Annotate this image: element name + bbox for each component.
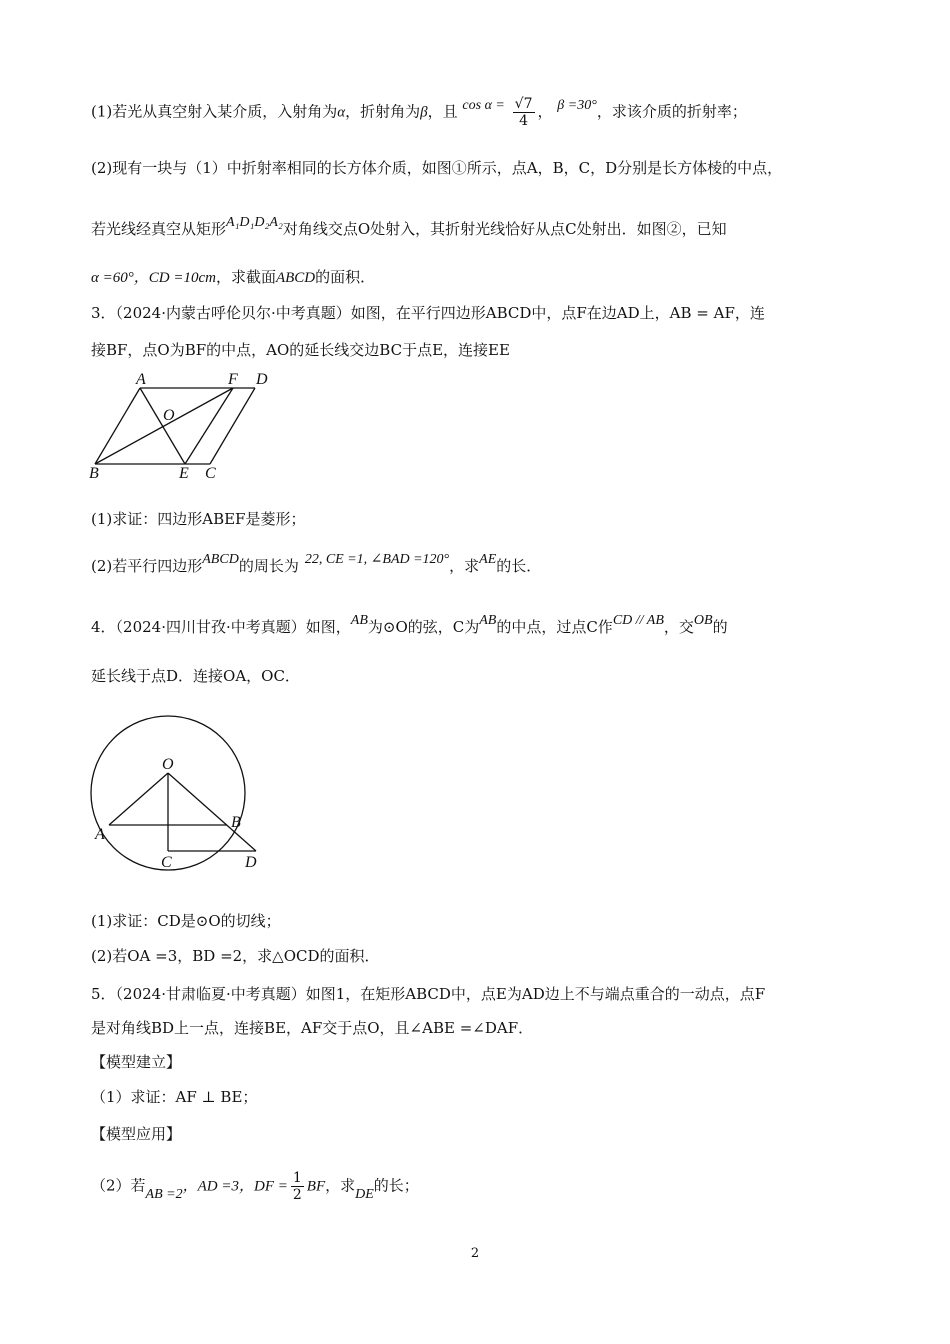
q4-line1: 4．（2024·四川甘孜·中考真题）如图，AB为⊙O的弦，C为AB的中点，过点C作CD // AB，交OB的 xyxy=(91,613,728,636)
q5-section-model-build: 【模型建立】 xyxy=(91,1053,182,1071)
label-B: B xyxy=(89,465,99,482)
q5-section-model-apply: 【模型应用】 xyxy=(91,1125,182,1143)
label-D: D xyxy=(245,854,257,871)
cos-fraction: $\frac{√7}{4}$ xyxy=(514,96,533,129)
label-C: C xyxy=(161,854,172,871)
q3-line1: 3．（2024·内蒙古呼伦贝尔·中考真题）如图，在平行四边形ABCD中，点F在边AD上，AB = AF，连 xyxy=(91,304,765,322)
q3-part1: (1)求证：四边形ABEF是菱形； xyxy=(91,510,306,528)
q4-circle-figure xyxy=(85,715,265,875)
q4-line2: 延长线于点D．连接OA，OC． xyxy=(91,667,300,685)
label-E: E xyxy=(179,465,189,482)
label-A: A xyxy=(95,826,105,843)
label-D: D xyxy=(256,371,268,388)
cos-expression: cos α = xyxy=(462,97,505,113)
q3-part2: (2)若平行四边形ABCD的周长为 22, CE =1, ∠BAD =120°，求AE的长． xyxy=(91,552,542,575)
q3-line2: 接BF，点O为BF的中点，AO的延长线交边BC于点E，连接EE xyxy=(91,341,510,359)
q4-part1: (1)求证：CD是⊙O的切线； xyxy=(91,912,281,930)
q5-line2: 是对角线BD上一点，连接BE，AF交于点O，且∠ABE =∠DAF． xyxy=(91,1019,534,1037)
q3-parallelogram-figure xyxy=(85,368,285,486)
label-C: C xyxy=(205,465,216,482)
label-F: F xyxy=(228,371,238,388)
label-A: A xyxy=(136,371,146,388)
p2-part2-line3: α =60°，CD =10cm，求截面ABCD的面积． xyxy=(91,268,376,286)
p2-part2-line1: (2)现有一块与（1）中折射率相同的长方体介质，如图①所示，点A，B，C，D分别是长方体棱的中点， xyxy=(91,159,783,177)
q4-part2: (2)若OA =3，BD =2，求△OCD的面积． xyxy=(91,947,380,965)
p2-part2-line2: 若光线经真空从矩形A₁D₁D₂A₂对角线交点O处射入，其折射光线恰好从点C处射出．如图②，已知 xyxy=(91,215,727,238)
label-O: O xyxy=(163,407,175,424)
q5-fraction: $\frac{1}{2}$ xyxy=(292,1170,302,1203)
q5-part2: （2）若AB =2，AD =3，DF = $\frac{1}{2}$ BF，求DE的长； xyxy=(91,1170,419,1203)
label-B: B xyxy=(231,814,241,831)
q5-part1: （1）求证：AF ⊥ BE； xyxy=(91,1088,258,1106)
q5-line1: 5．（2024·甘肃临夏·中考真题）如图1，在矩形ABCD中，点E为AD边上不与端点重合的一动点，点F xyxy=(91,985,766,1003)
beta-equation: β =30° xyxy=(557,97,597,113)
page-number: 2 xyxy=(470,1246,480,1261)
p2-part1-line: (1)若光从真空射入某介质，入射角为α，折射角为β，且 cos α = $\frac{√7}{4}$ ， β =30°，求该介质的折射率； xyxy=(91,96,747,129)
rect-name: A₁D₁D₂A₂ xyxy=(226,215,283,230)
label-O: O xyxy=(162,756,174,773)
